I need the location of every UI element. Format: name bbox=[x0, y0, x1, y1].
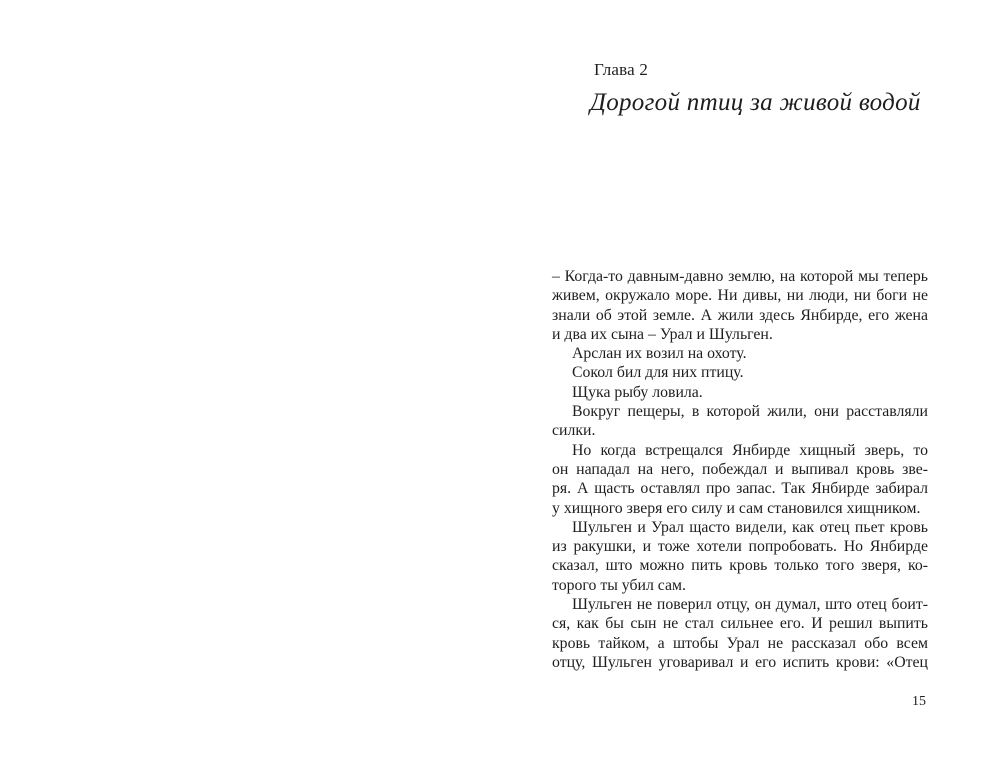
text-line: отцу, Шульген уговаривал и его испить крови: «Отец bbox=[552, 653, 928, 671]
text-line: Вокруг пещеры, в которой жили, они расставляли bbox=[572, 403, 928, 421]
text-line: ря. А щасть оставлял про запас. Так Янбирде забирал bbox=[552, 480, 928, 498]
text-line: ся, как бы сын не стал сильнее его. И решил выпить bbox=[552, 615, 928, 633]
text-line: у хищного зверя его силу и сам становился хищником. bbox=[552, 499, 921, 517]
text-line: из ракушки, и тоже хотели попробовать. Но Янбирде bbox=[552, 538, 928, 556]
text-line: кровь тайком, а штобы Урал не рассказал обо всем bbox=[552, 634, 928, 652]
text-line: Арслан их возил на охоту. bbox=[572, 345, 747, 363]
text-line: Шульген не поверил отцу, он думал, што отец боит- bbox=[572, 596, 928, 614]
text-line: торого ты убил сам. bbox=[552, 576, 686, 594]
chapter-title: Дорогой птиц за живой водой bbox=[590, 89, 921, 116]
text-line: – Когда-то давным-давно землю, на которой мы теперь bbox=[552, 268, 928, 285]
chapter-label: Глава 2 bbox=[594, 60, 649, 79]
text-line: силки. bbox=[552, 422, 596, 440]
text-line: и два их сына – Урал и Шульген. bbox=[552, 325, 773, 343]
body-text bbox=[552, 267, 928, 672]
text-line: Щука рыбу ловила. bbox=[572, 383, 703, 401]
text-line: сказал, што можно пить кровь только того зверя, ко- bbox=[552, 557, 928, 575]
text-line: знали об этой земле. А жили здесь Янбирде, его жена bbox=[552, 306, 928, 324]
text-line: Но когда встрещался Янбирде хищный зверь, то bbox=[572, 441, 928, 459]
text-line: Шульген и Урал щасто видели, как отец пьет кровь bbox=[572, 518, 928, 536]
text-line: он нападал на него, побеждал и выпивал кровь зве- bbox=[552, 460, 928, 478]
page-number: 15 bbox=[912, 694, 926, 709]
text-line: живем, окружало море. Ни дивы, ни люди, ни боги не bbox=[552, 287, 928, 305]
text-line: Сокол бил для них птицу. bbox=[572, 364, 744, 382]
